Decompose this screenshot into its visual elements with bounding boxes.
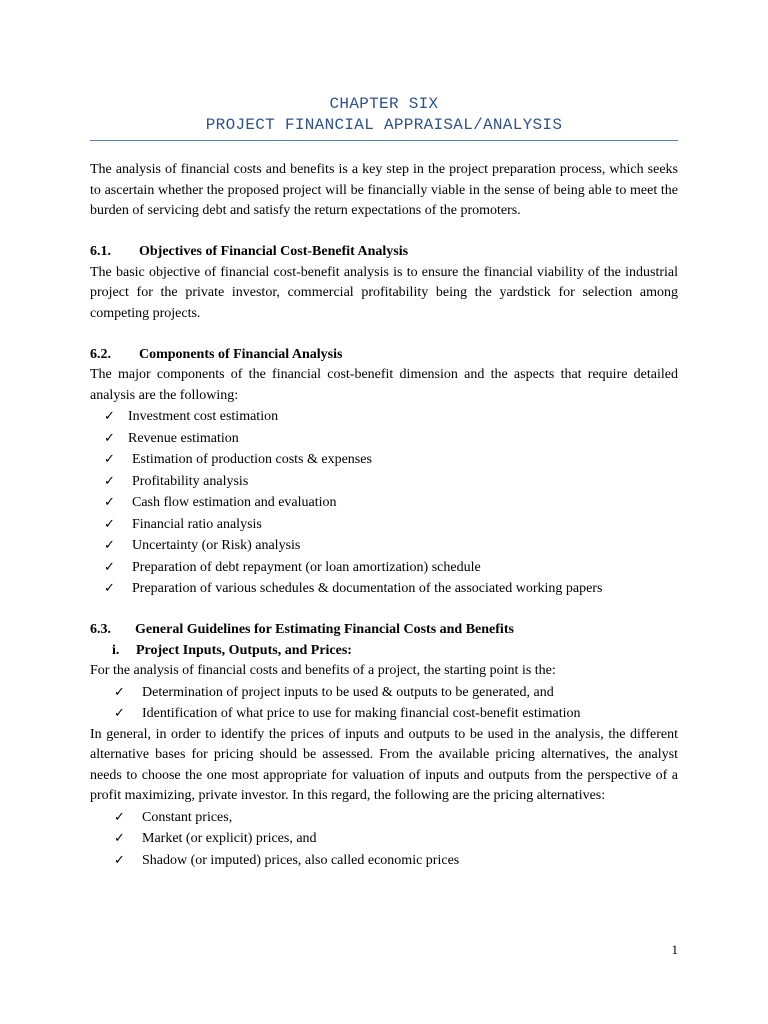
list-item: ✓ Cash flow estimation and evaluation — [90, 492, 678, 514]
subsection-numeral: i. — [112, 642, 120, 658]
checkmark-icon: ✓ — [114, 851, 125, 867]
list-item: ✓ Determination of project inputs to be used & outputs to be generated, and — [90, 682, 678, 704]
list-item: ✓ Investment cost estimation — [90, 406, 678, 428]
list-item: ✓ Constant prices, — [90, 807, 678, 829]
section-6-1-paragraph: The basic objective of financial cost-benefit analysis is to ensure the financial viability of the industrial project for the private investor, commercial profitability being the yardstick for selection among competing projects. — [90, 264, 678, 321]
components-checklist — [90, 406, 678, 600]
page-number: 1 — [671, 942, 678, 957]
checkmark-icon: ✓ — [104, 408, 115, 423]
section-title: Objectives of Financial Cost-Benefit Analysis — [139, 244, 409, 259]
section-heading-6-2 — [90, 345, 678, 366]
chapter-title: PROJECT FINANCIAL APPRAISAL/ANALYSIS — [205, 116, 563, 134]
list-item: ✓ Identification of what price to use for making financial cost-benefit estimation — [90, 703, 678, 725]
checkmark-icon: ✓ — [104, 580, 115, 595]
checkmark-icon: ✓ — [104, 537, 115, 552]
section-6-2-paragraph: The major components of the financial cost-benefit dimension and the aspects that require detailed analysis are the following: — [90, 367, 678, 403]
checkmark-icon: ✓ — [114, 830, 125, 845]
pricing-alternatives-checklist — [90, 807, 678, 872]
checkmark-icon: ✓ — [104, 472, 115, 488]
checkmark-icon: ✓ — [114, 705, 125, 720]
list-item: ✓ Preparation of various schedules & documentation of the associated working papers — [90, 578, 678, 600]
section-title: General Guidelines for Estimating Financial Costs and Benefits — [135, 622, 514, 637]
subsection-title: Project Inputs, Outputs, and Prices: — [136, 642, 352, 658]
list-item: ✓ Shadow (or imputed) prices, also called economic prices — [90, 850, 678, 872]
section-heading-6-1 — [90, 242, 678, 263]
checkmark-icon: ✓ — [104, 558, 115, 574]
checkmark-icon: ✓ — [104, 429, 115, 445]
checkmark-icon: ✓ — [114, 683, 125, 699]
section-6-3-paragraph: In general, in order to identify the prices of inputs and outputs to be used in the analysis, the different alternative bases for pricing should be assessed. From the available pricing alternatives, the analyst needs to choose the one most appropriate for valuation of inputs and outputs from the perspective of a profit maximizing, private investor. In this regard, the following are the pricing alternatives: — [90, 726, 678, 803]
subsection-heading-i — [90, 641, 678, 662]
list-item: ✓ Revenue estimation — [90, 428, 678, 450]
list-item: ✓ Market (or explicit) prices, and — [90, 828, 678, 850]
chapter-label: CHAPTER SIX — [329, 95, 439, 113]
document-body — [90, 160, 678, 871]
checkmark-icon: ✓ — [114, 808, 125, 824]
intro-paragraph: The analysis of financial costs and benefits is a key step in the project preparation process, which seeks to ascertain whether the proposed project will be financially viable in the sense of being able to meet the burden of servicing debt and satisfy the return expectations of the promoters. — [90, 162, 678, 218]
list-item: ✓ Estimation of production costs & expenses — [90, 449, 678, 471]
chapter-divider — [90, 140, 678, 141]
section-heading-6-3 — [90, 620, 678, 641]
checkmark-icon: ✓ — [104, 451, 115, 466]
section-title: Components of Financial Analysis — [139, 346, 343, 362]
section-number: 6.2. — [90, 346, 111, 362]
list-item: ✓ Uncertainty (or Risk) analysis — [90, 535, 678, 557]
list-item: ✓ Financial ratio analysis — [90, 514, 678, 536]
section-6-3-lead: For the analysis of financial costs and benefits of a project, the starting point is the: — [90, 663, 556, 678]
checkmark-icon: ✓ — [104, 494, 115, 509]
section-number: 6.3. — [90, 622, 111, 637]
list-item: ✓ Preparation of debt repayment (or loan amortization) schedule — [90, 557, 678, 579]
checkmark-icon: ✓ — [104, 515, 115, 531]
starting-point-checklist — [90, 682, 678, 725]
list-item: ✓ Profitability analysis — [90, 471, 678, 493]
chapter-header — [90, 94, 678, 136]
section-number: 6.1. — [90, 244, 111, 259]
